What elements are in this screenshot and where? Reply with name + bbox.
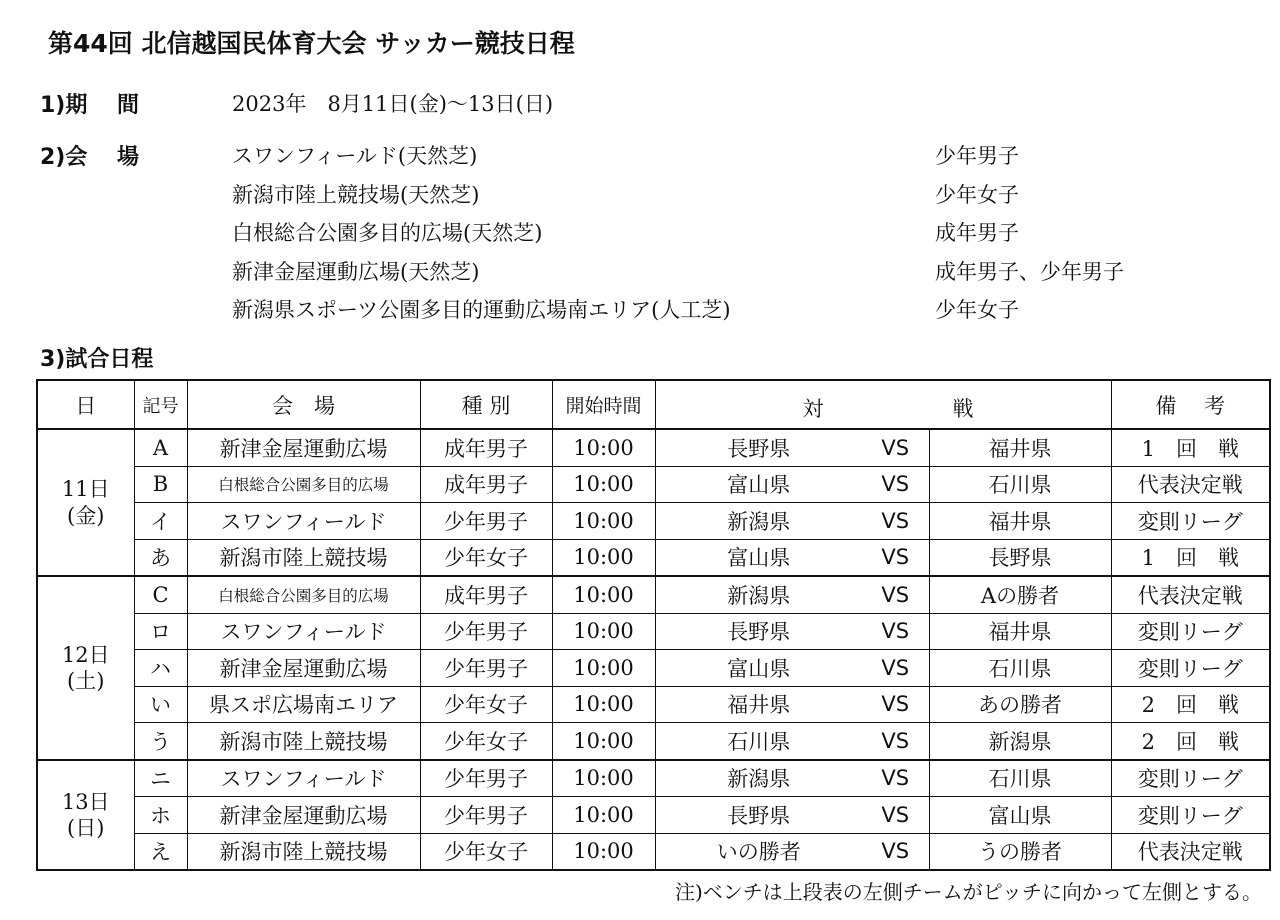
venue-cell: 新潟市陸上競技場 bbox=[187, 539, 420, 576]
category-cell: 少年女子 bbox=[420, 833, 552, 870]
code-cell: う bbox=[134, 723, 187, 760]
vs-cell: VS bbox=[862, 466, 929, 503]
category-cell: 成年男子 bbox=[420, 466, 552, 503]
venue-name: スワンフィールド(天然芝) bbox=[232, 144, 478, 168]
code-cell: ニ bbox=[134, 760, 187, 797]
venue-cell: 新津金屋運動広場 bbox=[187, 429, 420, 466]
team-a-cell: 富山県 bbox=[655, 466, 862, 503]
team-a-cell: いの勝者 bbox=[655, 833, 862, 870]
category-cell: 少年男子 bbox=[420, 650, 552, 687]
venue-cell: スワンフィールド bbox=[187, 760, 420, 797]
venue-cell: 新潟市陸上競技場 bbox=[187, 833, 420, 870]
venue-cell: 白根総合公園多目的広場 bbox=[187, 466, 420, 503]
vs-cell: VS bbox=[862, 723, 929, 760]
team-b-cell: Aの勝者 bbox=[929, 576, 1111, 613]
remarks-cell: 変則リーグ bbox=[1111, 613, 1270, 650]
venue-cell: 新潟市陸上競技場 bbox=[187, 723, 420, 760]
header-start-time: 開始時間 bbox=[552, 380, 655, 429]
code-cell: A bbox=[134, 429, 187, 466]
table-header-row bbox=[37, 380, 1270, 429]
table-row bbox=[37, 576, 1270, 613]
time-cell: 10:00 bbox=[552, 466, 655, 503]
venue-category: 少年女子 bbox=[935, 182, 1019, 207]
table-row bbox=[37, 466, 1270, 503]
code-cell: ロ bbox=[134, 613, 187, 650]
venues-label: 2)会 場 bbox=[40, 145, 140, 170]
venue-cell: 県スポ広場南エリア bbox=[187, 686, 420, 723]
vs-cell: VS bbox=[862, 760, 929, 797]
category-cell: 少年男子 bbox=[420, 613, 552, 650]
code-cell: イ bbox=[134, 503, 187, 540]
venue-cell: スワンフィールド bbox=[187, 613, 420, 650]
vs-cell: VS bbox=[862, 797, 929, 834]
venue-category: 少年男子 bbox=[935, 144, 1019, 168]
remarks-cell: 代表決定戦 bbox=[1111, 466, 1270, 503]
venue-name: 白根総合公園多目的広場(天然芝) bbox=[232, 221, 543, 245]
venue-name: 新津金屋運動広場(天然芝) bbox=[232, 259, 480, 284]
day-weekday: (日) bbox=[67, 815, 105, 840]
footnote: 注)ベンチは上段表の左側チームがピッチに向かって左側とする。 bbox=[674, 880, 1262, 904]
table-row bbox=[37, 613, 1270, 650]
page-title: 第44回 北信越国民体育大会 サッカー競技日程 bbox=[48, 29, 575, 58]
venue-cell: スワンフィールド bbox=[187, 503, 420, 540]
team-a-cell: 新潟県 bbox=[655, 503, 862, 540]
team-a-cell: 福井県 bbox=[655, 686, 862, 723]
remarks-cell: 変則リーグ bbox=[1111, 503, 1270, 540]
category-cell: 少年女子 bbox=[420, 686, 552, 723]
team-b-cell: 新潟県 bbox=[929, 723, 1111, 760]
day-date: 12日 bbox=[61, 642, 110, 667]
code-cell: ホ bbox=[134, 797, 187, 834]
time-cell: 10:00 bbox=[552, 650, 655, 687]
category-cell: 少年男子 bbox=[420, 797, 552, 834]
venue-category: 成年男子、少年男子 bbox=[935, 259, 1124, 284]
table-row bbox=[37, 429, 1270, 466]
team-b-cell: 富山県 bbox=[929, 797, 1111, 834]
header-remarks: 備 考 bbox=[1111, 380, 1270, 429]
day-weekday: (金) bbox=[67, 503, 105, 528]
time-cell: 10:00 bbox=[552, 429, 655, 466]
team-a-cell: 長野県 bbox=[655, 613, 862, 650]
time-cell: 10:00 bbox=[552, 503, 655, 540]
header-match-b: 戦 bbox=[952, 397, 974, 421]
day-cell bbox=[37, 760, 134, 871]
team-b-cell: 福井県 bbox=[929, 429, 1111, 466]
day-date: 11日 bbox=[61, 477, 110, 502]
venue-cell: 白根総合公園多目的広場 bbox=[187, 576, 420, 613]
header-venue: 会 場 bbox=[187, 380, 420, 429]
vs-cell: VS bbox=[862, 503, 929, 540]
table-row bbox=[37, 760, 1270, 797]
team-b-cell: 福井県 bbox=[929, 503, 1111, 540]
venue-cell: 新津金屋運動広場 bbox=[187, 797, 420, 834]
remarks-cell: 変則リーグ bbox=[1111, 797, 1270, 834]
team-a-cell: 富山県 bbox=[655, 650, 862, 687]
vs-cell: VS bbox=[862, 686, 929, 723]
category-cell: 少年男子 bbox=[420, 760, 552, 797]
category-cell: 少年男子 bbox=[420, 503, 552, 540]
vs-cell: VS bbox=[862, 650, 929, 687]
code-cell: あ bbox=[134, 539, 187, 576]
header-code: 記号 bbox=[134, 380, 187, 429]
time-cell: 10:00 bbox=[552, 760, 655, 797]
team-b-cell: 石川県 bbox=[929, 466, 1111, 503]
team-a-cell: 富山県 bbox=[655, 539, 862, 576]
time-cell: 10:00 bbox=[552, 539, 655, 576]
category-cell: 少年女子 bbox=[420, 723, 552, 760]
remarks-cell: 変則リーグ bbox=[1111, 760, 1270, 797]
team-a-cell: 石川県 bbox=[655, 723, 862, 760]
remarks-cell: 2 回 戦 bbox=[1111, 686, 1270, 723]
team-b-cell: 石川県 bbox=[929, 760, 1111, 797]
header-day: 日 bbox=[37, 380, 134, 429]
team-b-cell: 石川県 bbox=[929, 650, 1111, 687]
vs-cell: VS bbox=[862, 613, 929, 650]
team-a-cell: 長野県 bbox=[655, 429, 862, 466]
category-cell: 少年女子 bbox=[420, 539, 552, 576]
team-b-cell: あの勝者 bbox=[929, 686, 1111, 723]
time-cell: 10:00 bbox=[552, 613, 655, 650]
table-row bbox=[37, 723, 1270, 760]
remarks-cell: 1 回 戦 bbox=[1111, 429, 1270, 466]
period-value: 2023年 8月11日(金)〜13日(日) bbox=[232, 92, 554, 116]
header-match bbox=[655, 380, 1111, 429]
day-date: 13日 bbox=[61, 789, 110, 814]
header-match-a: 対 bbox=[802, 397, 824, 421]
vs-cell: VS bbox=[862, 833, 929, 870]
venue-name: 新潟市陸上競技場(天然芝) bbox=[232, 182, 480, 207]
team-a-cell: 新潟県 bbox=[655, 760, 862, 797]
vs-cell: VS bbox=[862, 429, 929, 466]
table-row bbox=[37, 650, 1270, 687]
vs-cell: VS bbox=[862, 576, 929, 613]
venue-name: 新潟県スポーツ公園多目的運動広場南エリア(人工芝) bbox=[232, 298, 731, 322]
code-cell: C bbox=[134, 576, 187, 613]
remarks-cell: 代表決定戦 bbox=[1111, 576, 1270, 613]
category-cell: 成年男子 bbox=[420, 429, 552, 466]
remarks-cell: 変則リーグ bbox=[1111, 650, 1270, 687]
team-b-cell: 福井県 bbox=[929, 613, 1111, 650]
vs-cell: VS bbox=[862, 539, 929, 576]
remarks-cell: 1 回 戦 bbox=[1111, 539, 1270, 576]
table-row bbox=[37, 686, 1270, 723]
table-row bbox=[37, 539, 1270, 576]
team-a-cell: 長野県 bbox=[655, 797, 862, 834]
category-cell: 成年男子 bbox=[420, 576, 552, 613]
code-cell: え bbox=[134, 833, 187, 870]
schedule-table bbox=[36, 379, 1271, 871]
venue-cell: 新津金屋運動広場 bbox=[187, 650, 420, 687]
table-row bbox=[37, 833, 1270, 870]
time-cell: 10:00 bbox=[552, 833, 655, 870]
venue-category: 成年男子 bbox=[935, 221, 1019, 245]
remarks-cell: 代表決定戦 bbox=[1111, 833, 1270, 870]
time-cell: 10:00 bbox=[552, 723, 655, 760]
time-cell: 10:00 bbox=[552, 797, 655, 834]
table-row bbox=[37, 503, 1270, 540]
day-cell bbox=[37, 429, 134, 576]
team-b-cell: 長野県 bbox=[929, 539, 1111, 576]
code-cell: B bbox=[134, 466, 187, 503]
day-weekday: (土) bbox=[67, 668, 105, 693]
table-row bbox=[37, 797, 1270, 834]
code-cell: い bbox=[134, 686, 187, 723]
team-b-cell: うの勝者 bbox=[929, 833, 1111, 870]
team-a-cell: 新潟県 bbox=[655, 576, 862, 613]
time-cell: 10:00 bbox=[552, 576, 655, 613]
venue-category: 少年女子 bbox=[935, 298, 1019, 322]
code-cell: ハ bbox=[134, 650, 187, 687]
day-cell bbox=[37, 576, 134, 760]
header-category: 種 別 bbox=[420, 380, 552, 429]
remarks-cell: 2 回 戦 bbox=[1111, 723, 1270, 760]
time-cell: 10:00 bbox=[552, 686, 655, 723]
schedule-label: 3)試合日程 bbox=[40, 347, 154, 372]
period-label: 1)期 間 bbox=[40, 93, 140, 118]
